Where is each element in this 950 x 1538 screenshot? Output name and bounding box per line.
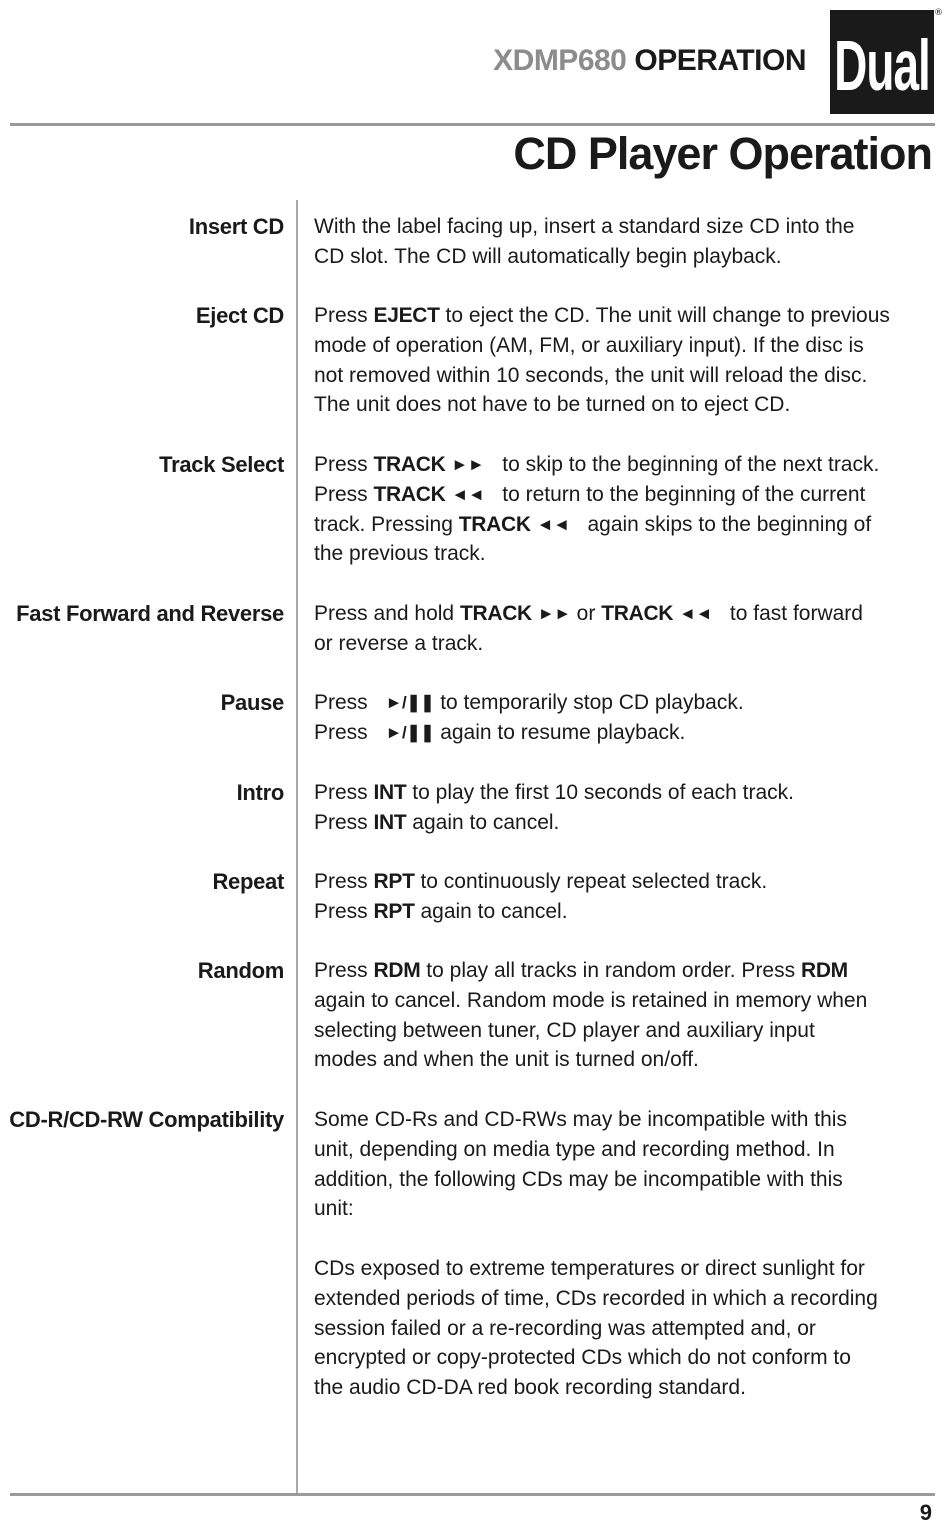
- body-line: [314, 450, 940, 480]
- registered-mark: ®: [934, 8, 943, 18]
- section-body: [314, 867, 940, 927]
- paragraph-gap: [314, 1224, 940, 1254]
- header-operation: OPERATION: [634, 44, 806, 77]
- top-rule: [10, 123, 935, 126]
- body-line: modes and when the unit is turned on/off.: [314, 1048, 699, 1072]
- section-body: [314, 1105, 940, 1403]
- section-label: Fast Forward and Reverse: [16, 601, 284, 626]
- page-number: 9: [919, 1500, 932, 1525]
- text-run: or: [570, 602, 602, 625]
- section-body: [314, 599, 940, 659]
- column-divider: [296, 200, 298, 1494]
- body-line: [314, 510, 940, 540]
- body-line: the previous track.: [314, 542, 486, 566]
- body-line: [314, 480, 940, 510]
- button-name-int: INT: [373, 781, 407, 804]
- body-line: encrypted or copy-protected CDs which do not conform to: [314, 1346, 851, 1370]
- play-pause-icon: ►/❚❚: [385, 693, 435, 712]
- text-run: Press: [314, 304, 374, 327]
- button-name-track: TRACK: [458, 512, 531, 536]
- body-line: [314, 688, 940, 718]
- button-name-track: TRACK: [459, 602, 532, 625]
- text-run: Press: [314, 691, 374, 714]
- section-label: Random: [197, 958, 284, 983]
- button-name-rdm: RDM: [373, 959, 421, 982]
- text-run: to eject the CD. The unit will change to previous: [439, 304, 890, 327]
- body-line: session failed or a re-recording was attempted and, or: [314, 1316, 816, 1340]
- button-name-track: TRACK: [373, 482, 446, 506]
- button-name-rdm: RDM: [800, 959, 848, 982]
- text-run: to continuously repeat selected track.: [414, 870, 768, 893]
- body-line: mode of operation (AM, FM, or auxiliary input). If the disc is: [314, 333, 864, 357]
- section-label: Repeat: [212, 869, 284, 894]
- section-label: Pause: [220, 690, 284, 715]
- body-line: [314, 867, 940, 897]
- page-title: CD Player Operation: [513, 128, 932, 179]
- body-line: CDs exposed to extreme temperatures or direct sunlight for: [314, 1256, 865, 1280]
- button-name-track: TRACK: [601, 602, 674, 625]
- text-run: to play all tracks in random order. Press: [420, 959, 801, 982]
- body-line: [314, 956, 940, 986]
- body-line: With the label facing up, insert a standard size CD into the: [314, 215, 855, 238]
- body-line: [314, 897, 940, 927]
- dual-logo: [830, 10, 934, 114]
- text-run: to temporarily stop CD playback.: [434, 691, 744, 714]
- section-body: [314, 301, 940, 420]
- next-track-icon: ►►: [537, 604, 571, 623]
- button-name-rpt: RPT: [373, 870, 415, 893]
- text-run: Press: [314, 810, 374, 834]
- next-track-icon: ►►: [451, 455, 485, 474]
- body-line: [314, 718, 940, 748]
- text-run: Press: [314, 899, 374, 923]
- section-label: Intro: [236, 780, 284, 805]
- body-line: or reverse a track.: [314, 631, 484, 655]
- text-run: again to resume playback.: [434, 720, 686, 744]
- text-run: to play the first 10 seconds of each track.: [406, 781, 794, 804]
- text-run: Press: [314, 870, 374, 893]
- body-line: addition, the following CDs may be incompatible with this: [314, 1167, 843, 1191]
- body-line: not removed within 10 seconds, the unit will reload the disc.: [314, 363, 868, 387]
- bottom-rule: [10, 1493, 935, 1496]
- text-run: Press: [314, 781, 374, 804]
- text-run: to fast forward: [724, 602, 863, 625]
- section-label: Insert CD: [188, 214, 284, 239]
- prev-track-icon: ◄◄: [536, 514, 570, 534]
- text-run: Press: [314, 959, 374, 982]
- section-body: [314, 212, 940, 272]
- body-line: [314, 778, 940, 808]
- section-label: Eject CD: [195, 303, 284, 328]
- prev-track-icon: ◄◄: [451, 484, 485, 504]
- body-line: The unit does not have to be turned on to eject CD.: [314, 393, 791, 417]
- model-number: XDMP680: [493, 44, 627, 77]
- button-name-track: TRACK: [373, 453, 446, 476]
- text-run: again skips to the beginning of: [581, 512, 872, 536]
- body-line: unit:: [314, 1197, 354, 1221]
- prev-track-icon: ◄◄: [679, 604, 713, 623]
- section-body: [314, 778, 940, 838]
- body-line: [314, 301, 940, 331]
- body-line: CD slot. The CD will automatically begin playback.: [314, 244, 782, 268]
- body-line: again to cancel. Random mode is retained in memory when: [314, 988, 868, 1012]
- body-line: [314, 808, 940, 838]
- body-line: extended periods of time, CDs recorded in which a recording: [314, 1286, 878, 1310]
- text-run: Press: [314, 482, 374, 506]
- section-body: [314, 688, 940, 748]
- section-body: [314, 450, 940, 569]
- body-line: Some CD-Rs and CD-RWs may be incompatible with this: [314, 1108, 847, 1131]
- text-run: Press and hold: [314, 602, 460, 625]
- play-pause-icon: ►/❚❚: [385, 722, 435, 742]
- button-name-rpt: RPT: [373, 899, 415, 923]
- text-run: to skip to the beginning of the next track.: [496, 453, 880, 476]
- section-label: Track Select: [159, 452, 284, 477]
- text-run: track. Pressing: [314, 512, 459, 536]
- logo-text: Dual: [834, 24, 930, 106]
- text-run: Press: [314, 720, 374, 744]
- text-run: to return to the beginning of the current: [496, 482, 866, 506]
- text-run: again to cancel.: [414, 899, 568, 923]
- body-line: selecting between tuner, CD player and auxiliary input: [314, 1018, 815, 1042]
- section-label: CD-R/CD-RW Compatibility: [9, 1107, 284, 1132]
- body-line: the audio CD-DA red book recording standard.: [314, 1376, 746, 1400]
- text-run: again to cancel.: [406, 810, 560, 834]
- body-line: unit, depending on media type and recording method. In: [314, 1137, 835, 1161]
- button-name-eject: EJECT: [373, 304, 440, 327]
- body-line: [314, 599, 940, 629]
- text-run: Press: [314, 453, 374, 476]
- section-body: [314, 956, 940, 1075]
- button-name-int: INT: [373, 810, 407, 834]
- header-model-line: [440, 44, 806, 78]
